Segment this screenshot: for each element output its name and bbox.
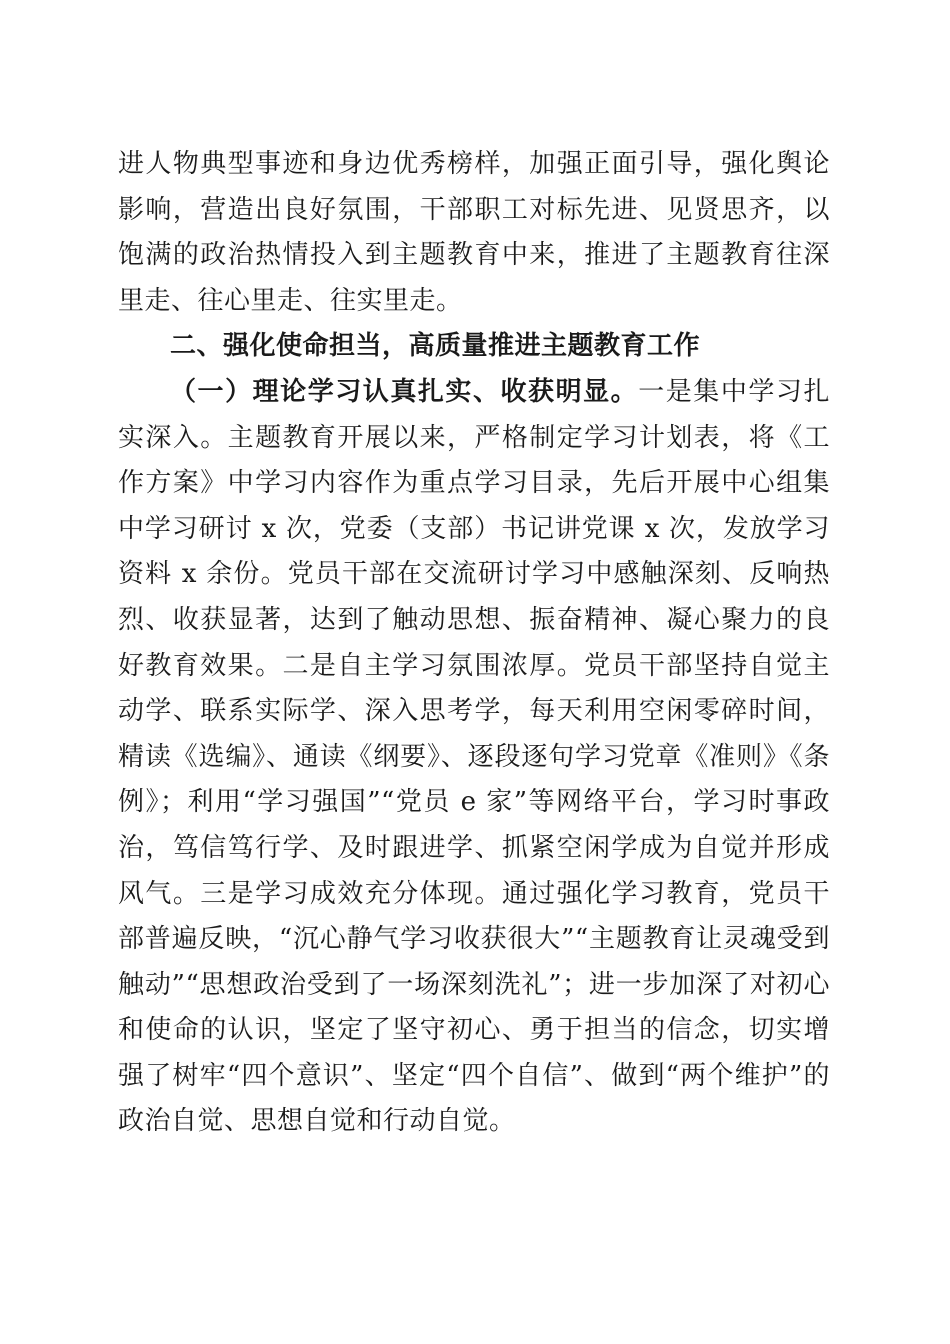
continued-paragraph: 进人物典型事迹和身边优秀榜样，加强正面引导，强化舆论影响，营造出良好氛围，干部职工对标先进、见贤思齐，以饱满的政治热情投入到主题教育中来，推进了主题教育往深里走、往心里走、往实里走。 xyxy=(118,149,830,316)
subsection-body: 一是集中学习扎实深入。主题教育开展以来，严格制定学习计划表，将《工作方案》中学习内容作为重点学习目录，先后开展中心组集中学习研讨 x 次，党委（支部）书记讲党课 x 次，发放学习资料 x 余份。党员干部在交流研讨学习中感触深刻、反响热烈、收获显著，达到了触动思想、振奋精神、凝心聚力的良好教育效果。二是自主学习氛围浓厚。党员干部坚持自觉主动学、联系实际学、深入思考学，每天利用空闲零碎时间，精读《选编》、通读《纲要》、逐段逐句学习党章《准则》《条例》；利用“学习强国”“党员 e 家”等网络平台，学习时事政治，笃信笃行学、及时跟进学、抓紧空闲学成为自觉并形成风气。三是学习成效充分体现。通过强化学习教育，党员干部普遍反映，“沉心静气学习收获很大”“主题教育让灵魂受到触动”“思想政治受到了一场深刻洗礼”；进一步加深了对初心和使命的认识，坚定了坚守初心、勇于担当的信念，切实增强了树牢“四个意识”、坚定“四个自信”、做到“两个维护”的政治自觉、思想自觉和行动自觉。 xyxy=(118,376,830,1137)
document-body xyxy=(118,142,830,1145)
subsection-paragraph xyxy=(118,370,830,1145)
subsection-title: （一）理论学习认真扎实、收获明显。 xyxy=(170,376,639,407)
section-heading: 二、强化使命担当，高质量推进主题教育工作 xyxy=(170,331,701,362)
